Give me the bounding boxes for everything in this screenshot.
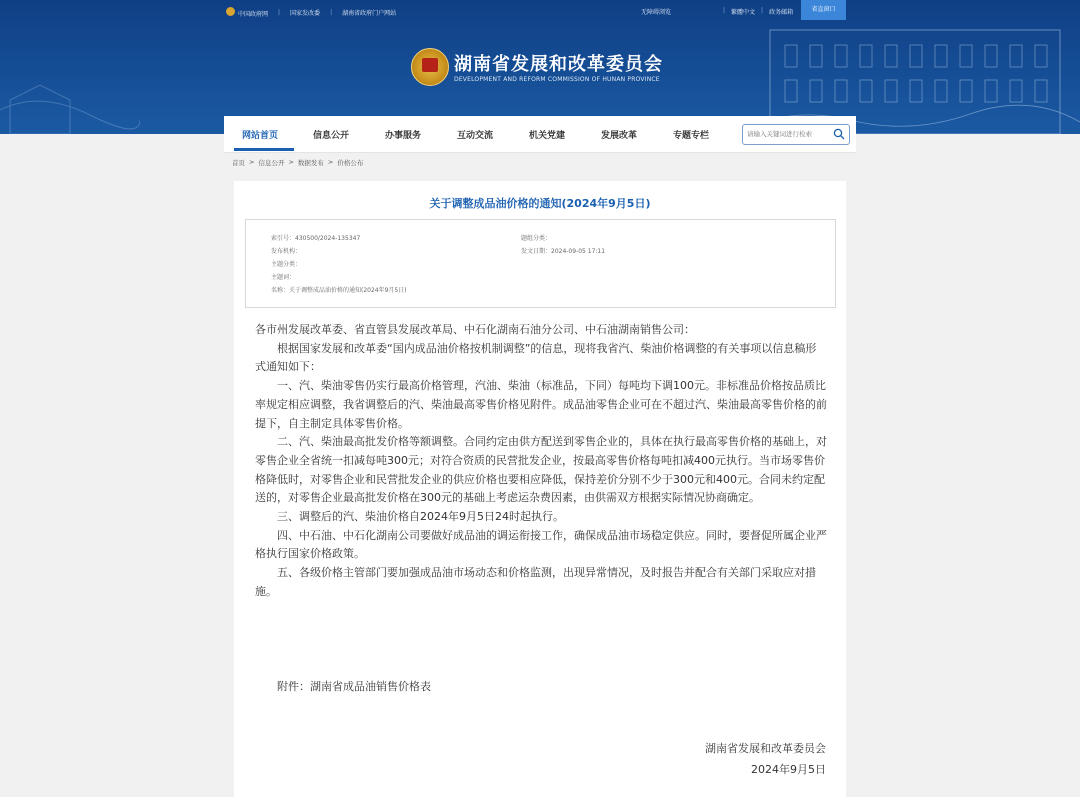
hunan-portal-link[interactable]: 湖南省政府门户网站 xyxy=(342,10,397,17)
breadcrumb-info[interactable]: 信息公开 xyxy=(258,159,285,167)
breadcrumb-price[interactable]: 价格公布 xyxy=(337,159,364,167)
site-subtitle: DEVELOPMENT AND REFORM COMMISSION OF HUNAN PROVINCE xyxy=(454,76,660,83)
nav-reform[interactable]: 发展改革 xyxy=(601,131,638,141)
nav-active-indicator xyxy=(234,148,294,151)
breadcrumb xyxy=(232,158,363,167)
breadcrumb-sep: > xyxy=(327,158,334,166)
portal-button[interactable]: 省直窗口 xyxy=(801,0,846,20)
search-icon[interactable] xyxy=(833,128,845,140)
meta-subject: 主题分类： xyxy=(271,261,302,268)
attachment-link[interactable]: 附件：湖南省成品油销售价格表 xyxy=(277,680,431,693)
article-card xyxy=(234,181,846,797)
nav-info-disclosure[interactable]: 信息公开 xyxy=(313,131,350,141)
breadcrumb-sep: > xyxy=(249,158,255,166)
breadcrumb-home[interactable]: 首页 xyxy=(232,159,245,167)
pavilion-illustration xyxy=(0,60,140,134)
gov-link[interactable] xyxy=(226,7,268,18)
paragraph: 三、调整后的汽、柴油价格自2024年9月5日24时起执行。 xyxy=(277,510,564,524)
paragraph: 一、汽、柴油零售仍实行最高价格管理，汽油、柴油（标准品，下同）每吨均下调100元。非标准品价格按品质比率规定相应调整，我省调整后的汽、柴油最高零售价格见附件。成品油零售企业可在不超过汽、柴油最高零售价格的前提下，自主制定具体零售价格。 xyxy=(255,379,827,430)
salutation: 各市州发展改革委、省直管县发展改革局、中石化湖南石油分公司、中石油湖南销售公司： xyxy=(255,323,695,336)
nav-party[interactable]: 机关党建 xyxy=(529,131,566,141)
meta-index: 索引号：430500/2024-135347 xyxy=(271,235,361,242)
article-title: 关于调整成品油价格的通知(2024年9月5日) xyxy=(429,197,651,210)
search-box xyxy=(742,124,850,145)
breadcrumb-sep: > xyxy=(288,158,294,166)
meta-publisher: 发布机构： xyxy=(271,248,302,255)
nav-services[interactable]: 办事服务 xyxy=(385,131,422,141)
paragraph: 根据国家发展和改革委“国内成品油价格按机制调整”的信息，现将我省汽、柴油价格调整的有关事项以信息稿形式通知如下： xyxy=(255,341,817,374)
search-input[interactable] xyxy=(747,127,829,141)
metadata-box xyxy=(245,219,836,308)
nav-interaction[interactable]: 互动交流 xyxy=(457,131,494,141)
nav-home[interactable]: 网站首页 xyxy=(242,131,279,141)
meta-date: 发文日期：2024-09-05 17:11 xyxy=(521,248,606,255)
signature: 湖南省发展和改革委员会 xyxy=(705,742,826,755)
site-title: 湖南省发展和改革委员会 xyxy=(454,54,663,75)
top-utility-bar: 中国政府网 | 国家发改委 | 湖南省政府门户网站 无障碍浏览 | 繁體中文 | 政务邮箱 省直窗口 xyxy=(0,0,1080,22)
article-body xyxy=(255,321,827,602)
traditional-chinese-link[interactable]: 繁體中文 xyxy=(731,9,756,16)
accessibility-link[interactable]: 无障碍浏览 xyxy=(641,9,672,16)
ndrc-link[interactable]: 国家发改委 xyxy=(290,10,321,17)
gov-link-label: 中国政府网 xyxy=(238,11,269,18)
paragraph: 二、汽、柴油最高批发价格等额调整。合同约定由供方配送到零售企业的，具体在执行最高零售价格的基础上，对零售企业全省统一扣减每吨300元；对符合资质的民营批发企业，按最高零售价格每吨扣减400元执行。当市场零售价格降低时，对零售企业和民营批发企业的供应价格也要相应降低，保持差价分别不少于300元和400元。合同未约定配送的，对零售企业最高批发价格在300元的基础上考虑运杂费因素，由供需双方根据实际情况协商确定。 xyxy=(255,435,827,505)
emblem-logo xyxy=(411,48,449,86)
header-banner xyxy=(0,0,1080,134)
nav-topics[interactable]: 专题专栏 xyxy=(673,131,710,141)
main-nav xyxy=(224,116,856,153)
meta-name: 名称：关于调整成品油价格的通知(2024年9月5日) xyxy=(271,287,407,294)
mailbox-link[interactable]: 政务邮箱 xyxy=(769,9,794,16)
meta-keywords: 主题词： xyxy=(271,274,296,281)
paragraph: 四、中石油、中石化湖南公司要做好成品油的调运衔接工作，确保成品油市场稳定供应。同时，要督促所属企业严格执行国家价格政策。 xyxy=(255,528,827,561)
national-emblem-icon xyxy=(226,7,235,16)
meta-theme: 题组分类： xyxy=(521,235,552,242)
sign-date: 2024年9月5日 xyxy=(751,763,826,776)
paragraph: 五、各级价格主管部门要加强成品油市场动态和价格监测，出现异常情况，及时报告并配合有关部门采取应对措施。 xyxy=(255,566,816,598)
breadcrumb-data[interactable]: 数据发布 xyxy=(297,159,324,167)
